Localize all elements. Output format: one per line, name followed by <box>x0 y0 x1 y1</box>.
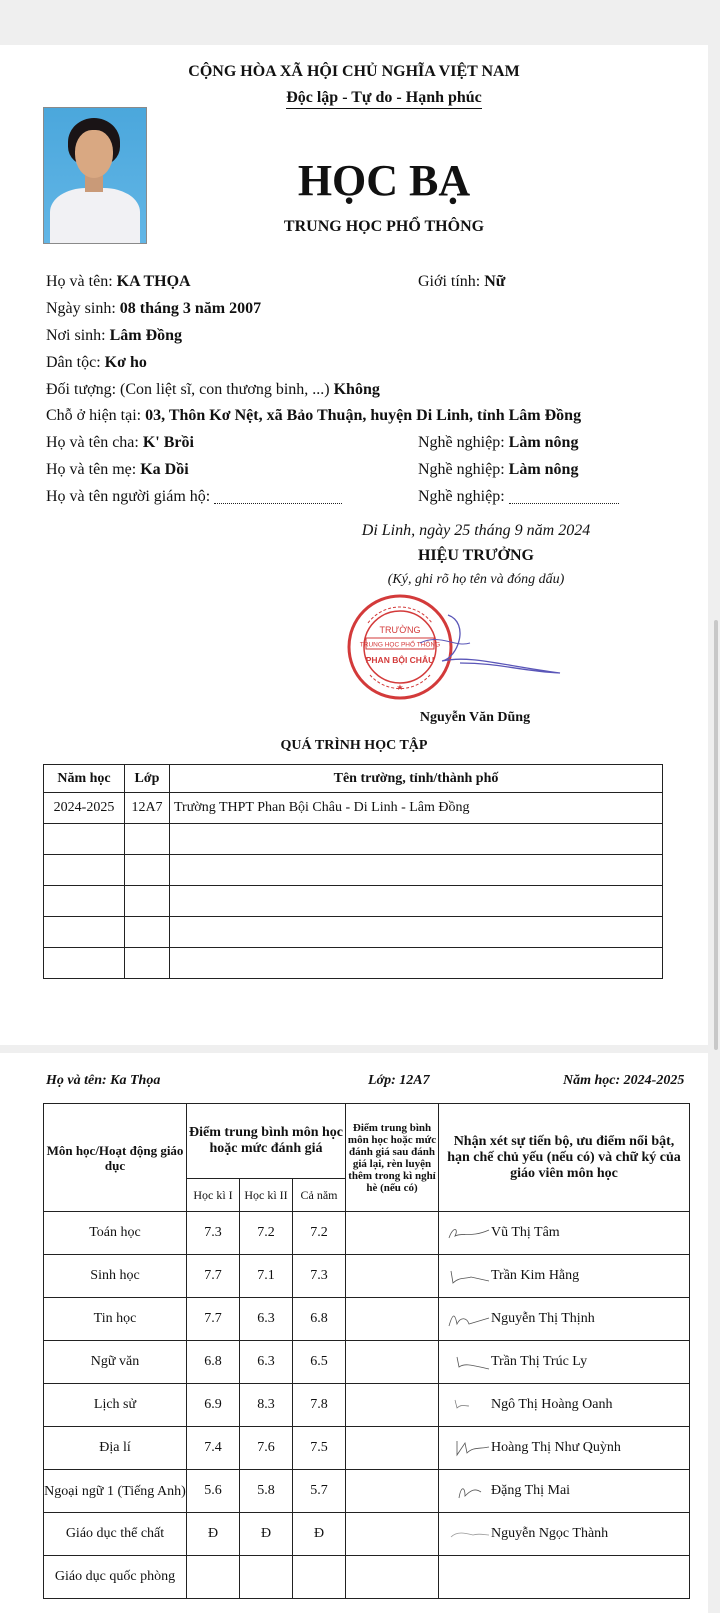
grades-page <box>0 1053 708 1613</box>
teacher-signature <box>445 1310 491 1328</box>
grades-table <box>43 1103 690 1599</box>
teacher-signature <box>445 1224 491 1242</box>
priority-value: Không <box>333 381 380 398</box>
principal-name: Nguyễn Văn Dũng <box>419 710 531 725</box>
teacher-signature <box>445 1396 491 1414</box>
table-row: Giáo dục quốc phòng <box>44 1556 690 1599</box>
table-row: Ngoại ngữ 1 (Tiếng Anh) 5.6 5.8 5.7 Đặng Thị Mai <box>44 1470 690 1513</box>
student-name: KA THỌA <box>116 273 191 290</box>
col-subject: Môn học/Hoạt động giáo dục <box>44 1104 187 1212</box>
gender-value: Nữ <box>484 273 506 290</box>
mother-job-row: Nghề nghiệp: Làm nông <box>418 461 579 478</box>
transcript-cover-page <box>0 45 708 1045</box>
svg-text:TRƯỜNG: TRƯỜNG <box>379 625 421 635</box>
priority-row: Đối tượng: (Con liệt sĩ, con thương binh, ...) Không <box>46 381 380 398</box>
address-value: 03, Thôn Kơ Nệt, xã Bảo Thuận, huyện Di Linh, tỉnh Lâm Đồng <box>145 407 582 424</box>
col-teacher-comment: Nhận xét sự tiến bộ, ưu điểm nổi bật, hạn chế chủ yếu (nếu có) và chữ ký của giáo viên môn học <box>439 1104 690 1212</box>
table-row <box>44 948 663 979</box>
document-title: HỌC BẠ <box>297 156 471 205</box>
mother-name: Ka Dồi <box>140 461 189 478</box>
col-school-name: Tên trường, tỉnh/thành phố <box>170 765 663 793</box>
col-school-year: Năm học <box>44 765 125 793</box>
scrollbar[interactable] <box>714 620 718 1050</box>
col-retest: Điểm trung bình môn học hoặc mức đánh giá sau đánh giá lại, rèn luyện thêm trong kì nghỉ hè (nếu có) <box>346 1104 439 1212</box>
table-row <box>44 824 663 855</box>
table-row: 2024-2025 12A7 Trường THPT Phan Bội Châu - Di Linh - Lâm Đồng <box>44 793 663 824</box>
document-subtitle: TRUNG HỌC PHỔ THÔNG <box>283 218 485 235</box>
dob-row: Ngày sinh: 08 tháng 3 năm 2007 <box>46 300 262 317</box>
col-semester-1: Học kì I <box>187 1179 240 1212</box>
mother-job: Làm nông <box>508 461 579 478</box>
ethnicity-row: Dân tộc: Kơ ho <box>46 354 147 371</box>
nation-heading: CỘNG HÒA XÃ HỘI CHỦ NGHĨA VIỆT NAM <box>188 63 520 80</box>
table-row: Giáo dục thể chất Đ Đ Đ Nguyễn Ngọc Thành <box>44 1513 690 1556</box>
father-name: K' Brồi <box>142 434 194 451</box>
principal-signature <box>400 603 565 683</box>
col-class: Lớp <box>125 765 170 793</box>
page2-class: Lớp: 12A7 <box>368 1073 430 1088</box>
birthplace-value: Lâm Đồng <box>109 327 183 344</box>
table-row: Toán học 7.3 7.2 7.2 Vũ Thị Tâm <box>44 1212 690 1255</box>
place-date: Di Linh, ngày 25 tháng 9 năm 2024 <box>361 522 591 539</box>
table-row: Lịch sử 6.9 8.3 7.8 Ngô Thị Hoàng Oanh <box>44 1384 690 1427</box>
sign-instruction: (Ký, ghi rõ họ tên và đóng dấu) <box>387 572 565 587</box>
teacher-signature <box>445 1267 491 1285</box>
table-row <box>44 917 663 948</box>
grades-header-row <box>44 1104 690 1179</box>
page2-school-year: Năm học: 2024-2025 <box>563 1073 685 1088</box>
teacher-signature <box>445 1525 491 1543</box>
history-header-row <box>44 765 663 793</box>
motto-text: Độc lập - Tự do - Hạnh phúc <box>286 89 482 109</box>
table-row: Ngữ văn 6.8 6.3 6.5 Trần Thị Trúc Ly <box>44 1341 690 1384</box>
father-job-row: Nghề nghiệp: Làm nông <box>418 434 579 451</box>
student-name-row: Họ và tên: KA THỌA <box>46 273 191 290</box>
page2-student-name: Họ và tên: Ka Thọa <box>46 1073 161 1088</box>
col-semester-2: Học kì II <box>240 1179 293 1212</box>
col-full-year: Cả năm <box>293 1179 346 1212</box>
table-row <box>44 855 663 886</box>
ethnicity-value: Kơ ho <box>104 354 147 371</box>
table-row <box>44 886 663 917</box>
address-row: Chỗ ở hiện tại: 03, Thôn Kơ Nệt, xã Bảo Thuận, huyện Di Linh, tỉnh Lâm Đồng <box>46 407 582 424</box>
table-row: Sinh học 7.7 7.1 7.3 Trần Kim Hằng <box>44 1255 690 1298</box>
svg-text:★: ★ <box>396 683 404 692</box>
guardian-job-blank <box>509 491 619 504</box>
dob-value: 08 tháng 3 năm 2007 <box>119 300 262 317</box>
guardian-row: Họ và tên người giám hộ: <box>46 488 342 506</box>
father-job: Làm nông <box>508 434 579 451</box>
col-average-group: Điểm trung bình môn học hoặc mức đánh giá <box>187 1104 346 1179</box>
history-title: QUÁ TRÌNH HỌC TẬP <box>280 738 428 753</box>
svg-text:TRUNG HỌC PHỔ THÔNG: TRUNG HỌC PHỔ THÔNG <box>359 641 441 649</box>
motto <box>0 89 720 107</box>
mother-row: Họ và tên mẹ: Ka Dồi <box>46 461 189 478</box>
gender-row: Giới tính: Nữ <box>418 273 506 290</box>
history-table <box>43 764 663 979</box>
table-row: Địa lí 7.4 7.6 7.5 Hoàng Thị Như Quỳnh <box>44 1427 690 1470</box>
table-row: Tin học 7.7 6.3 6.8 Nguyễn Thị Thịnh <box>44 1298 690 1341</box>
father-row: Họ và tên cha: K' Brồi <box>46 434 194 451</box>
svg-text:PHAN BỘI CHÂU: PHAN BỘI CHÂU <box>365 655 435 665</box>
teacher-signature <box>445 1439 491 1457</box>
birthplace-row: Nơi sinh: Lâm Đồng <box>46 327 183 344</box>
principal-title: HIỆU TRƯỞNG <box>417 547 534 564</box>
teacher-signature <box>445 1353 491 1371</box>
teacher-signature <box>445 1482 491 1500</box>
guardian-job-row: Nghề nghiệp: <box>418 488 619 506</box>
guardian-blank <box>214 491 342 504</box>
